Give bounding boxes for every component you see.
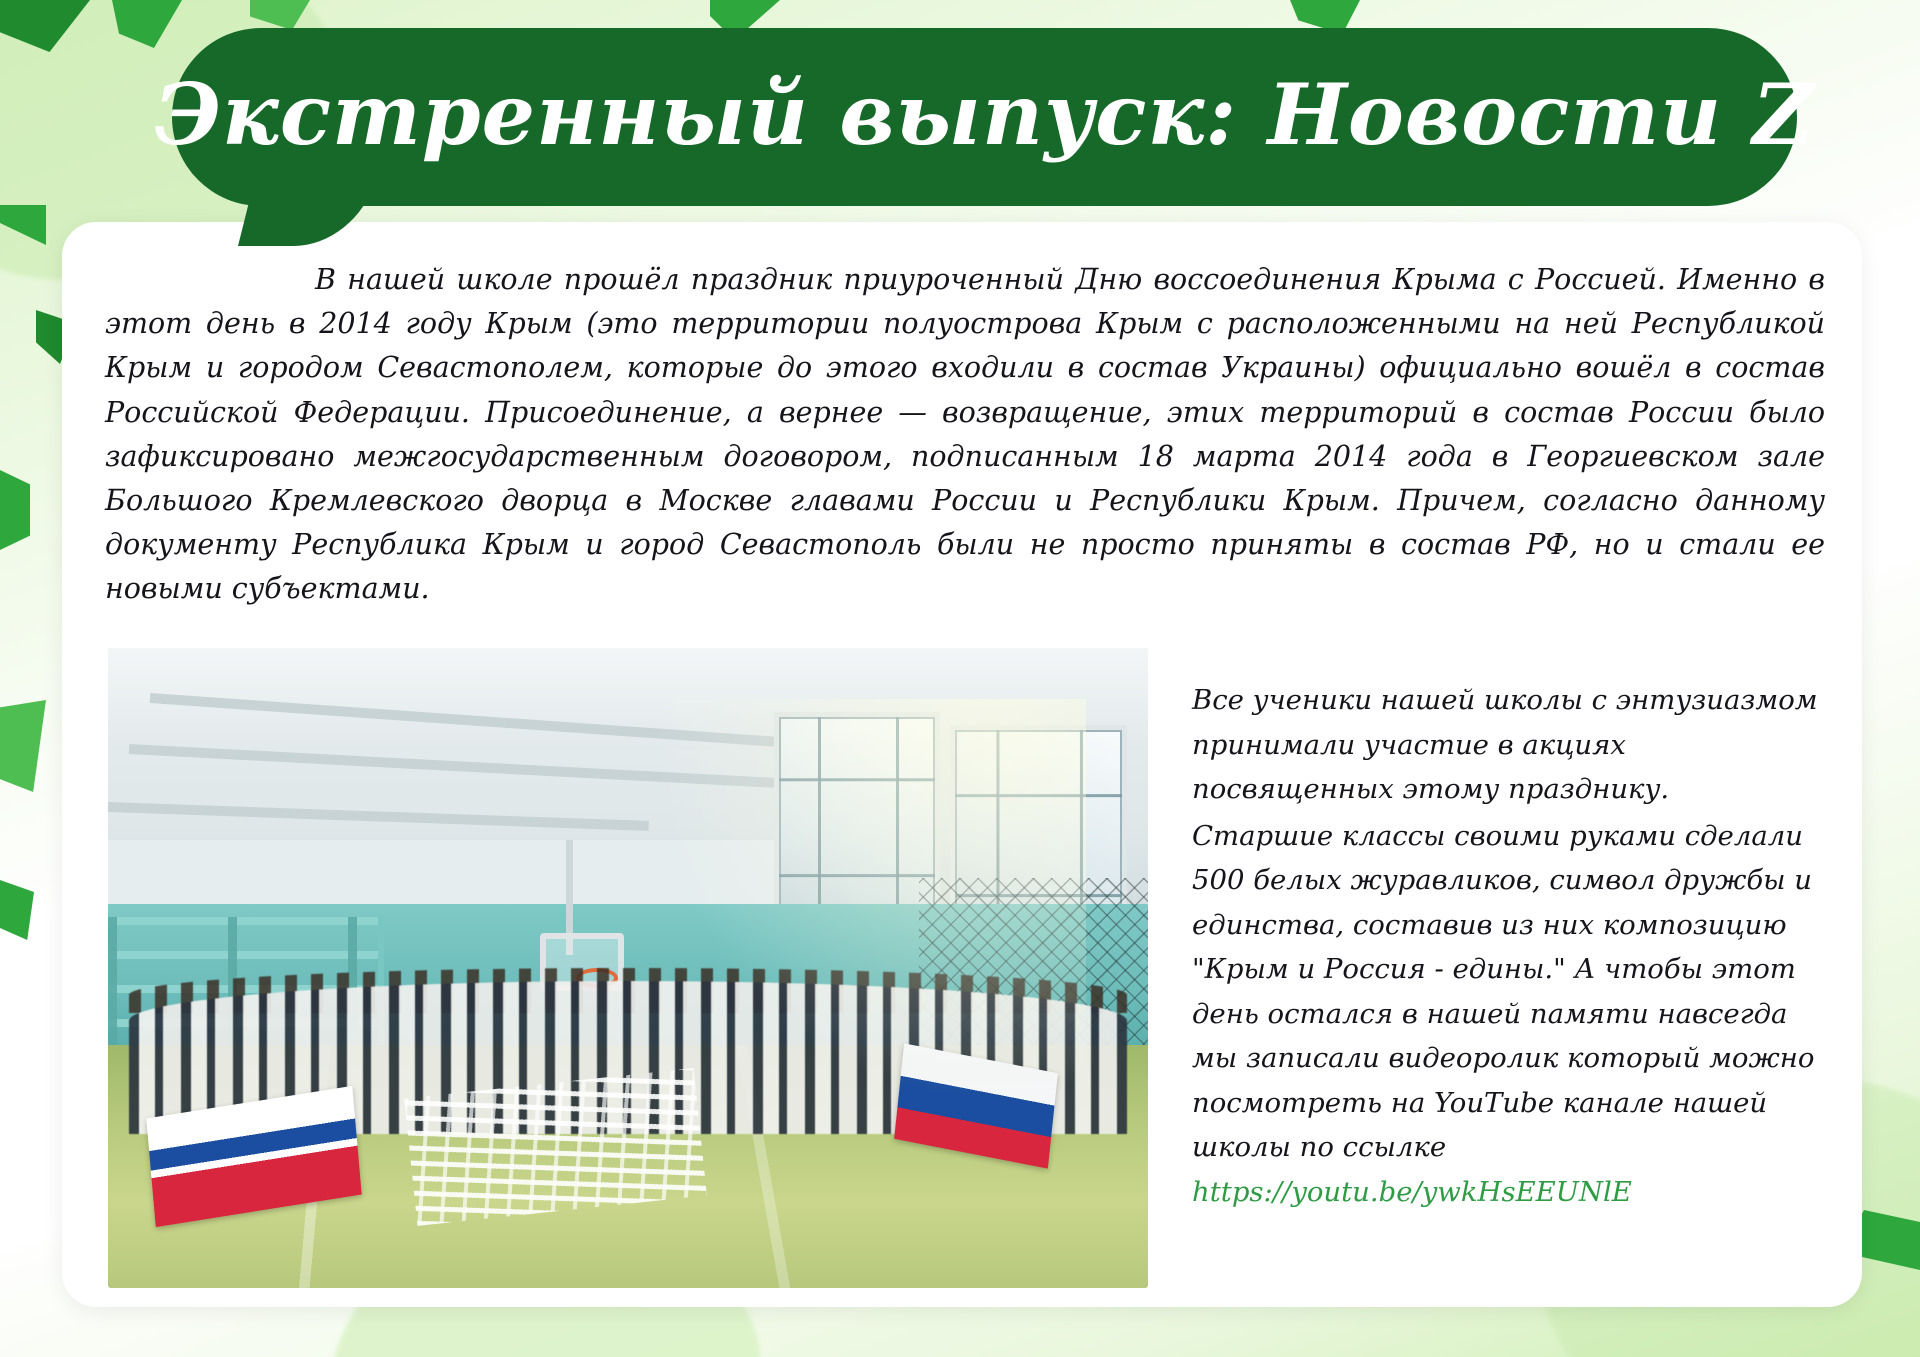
intro-paragraph: В нашей школе прошёл праздник приуроченный Дню воссоединения Крыма с Россией. Именно в этот день в 2014 году Крым (это территории полуострова Крым с расположенными на ней Республикой Крым и городом Севастополем, которые до этого входили в состав Украины) официально вошёл в состав Российской Федерации. Присоединение, а вернее — возвращение, этих территорий в состав России было зафиксировано межгосударственным договором, подписанным 18 марта 2014 года в Георгиевском зале Большого Кремлевского дворца в Москве главами России и Республики Крым. Причем, согласно данному документу Республика Крым и город Севастополь были не просто приняты в состав РФ, но и стали ее новыми субъектами.: [105, 263, 1825, 606]
side-column-text: [1192, 678, 1832, 1217]
youtube-video-link[interactable]: https://youtu.be/ywkHsEEUNlE: [1192, 1176, 1632, 1209]
page-title: Экстренный выпуск: Новости Z: [154, 64, 1815, 164]
side-paragraph-2: [1192, 814, 1832, 1215]
school-event-photo: [108, 648, 1148, 1288]
side-paragraph-1: Все ученики нашей школы с энтузиазмом принимали участие в акциях посвященных этому празднику.: [1192, 684, 1818, 806]
side-paragraph-2-text: Старшие классы своими руками сделали 500 белых журавликов, символ дружбы и единства, составив из них композицию "Крым и Россия - едины." А чтобы этот день остался в нашей памяти навсегда мы записали видеоролик который можно посмотреть на YouTube канале нашей школы по ссылке: [1192, 819, 1815, 1164]
title-banner: [154, 28, 1815, 206]
